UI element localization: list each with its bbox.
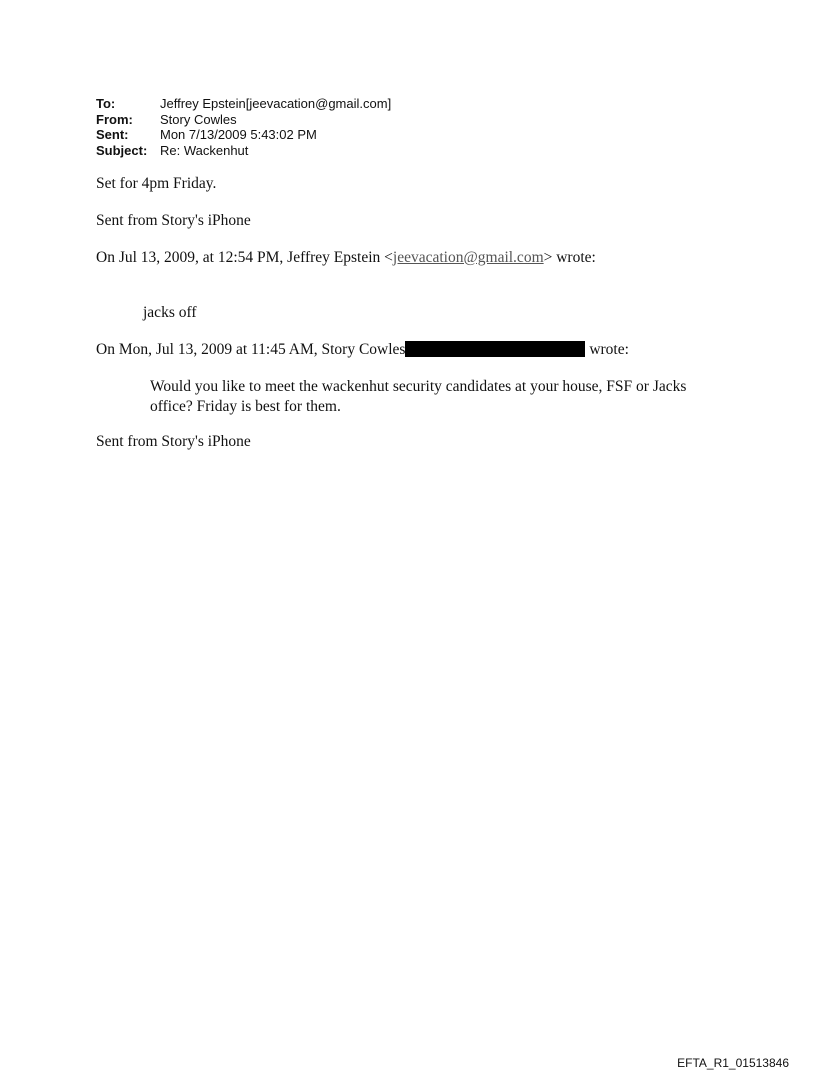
subject-value: Re: Wackenhut — [160, 142, 249, 158]
email-header — [96, 96, 391, 158]
quote-header-1-suffix: > wrote: — [543, 249, 596, 266]
signature-line-2: Sent from Story's iPhone — [96, 433, 251, 450]
header-from-row — [96, 112, 391, 128]
quote-header-2 — [96, 340, 629, 359]
message-line: Set for 4pm Friday. — [96, 175, 217, 192]
quote-header-1-prefix: On Jul 13, 2009, at 12:54 PM, Jeffrey Epstein < — [96, 249, 393, 266]
signature-line: Sent from Story's iPhone — [96, 212, 251, 229]
quote-header-1 — [96, 248, 596, 267]
to-label: To: — [96, 96, 116, 111]
email-link[interactable]: jeevacation@gmail.com — [392, 249, 544, 266]
document-id: EFTA_R1_01513846 — [677, 1056, 789, 1070]
quote-header-2-prefix: On Mon, Jul 13, 2009 at 11:45 AM, Story Cowles — [96, 341, 406, 358]
header-subject-row — [96, 143, 391, 159]
to-value: Jeffrey Epstein[jeevacation@gmail.com] — [160, 96, 392, 111]
quote-header-2-suffix: wrote: — [585, 341, 629, 358]
sent-value: Mon 7/13/2009 5:43:02 PM — [160, 127, 317, 142]
from-value: Story Cowles — [160, 111, 237, 127]
redaction-bar — [405, 341, 585, 357]
from-label: From: — [96, 111, 133, 127]
reply-text: jacks off — [143, 304, 197, 321]
header-to-row — [96, 96, 391, 112]
subject-label: Subject: — [96, 142, 148, 158]
quoted-message: Would you like to meet the wackenhut security candidates at your house, FSF or Jacks office? Friday is best for them. — [150, 378, 687, 415]
sent-label: Sent: — [96, 127, 129, 142]
header-sent-row — [96, 127, 391, 143]
